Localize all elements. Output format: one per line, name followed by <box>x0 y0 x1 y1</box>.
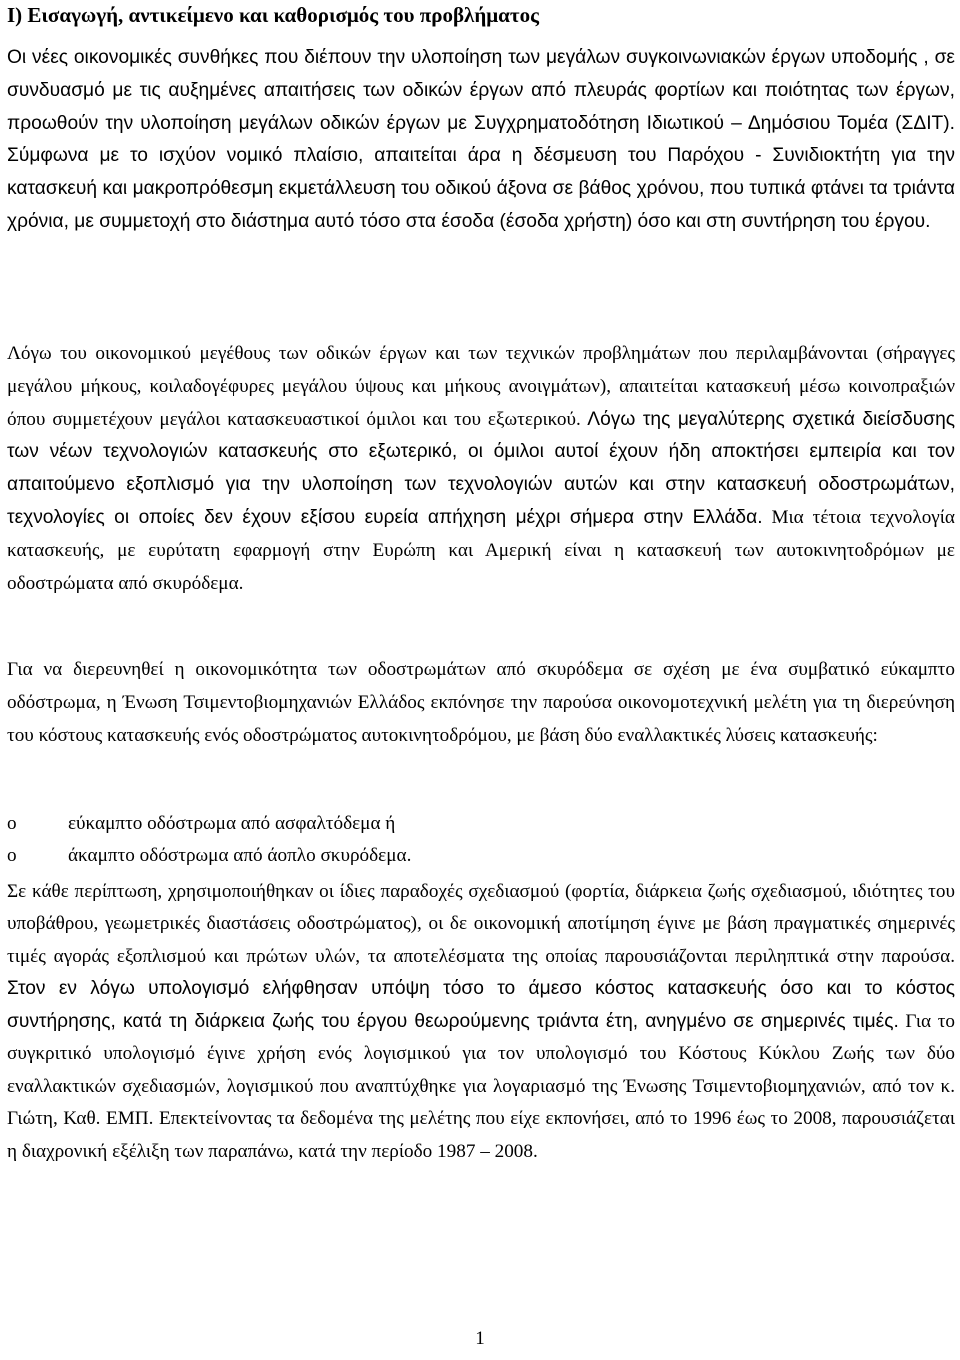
list-item <box>7 808 955 840</box>
paragraph-construction-text-a: Λόγω του οικονομικού μεγέθους των οδικών έργων και των τεχνικών προβλημάτων που περιλαμβάνονται (σήραγγες μεγάλου μήκους, κοιλαδογέφυρες μεγάλου ύψους και μήκους ανοιγμάτων), απαιτείται κατασκευή μέσω κοινοπραξιών όπου συμμετέχουν μεγάλοι κατασκευαστικοί όμιλοι και του εξωτερικού. <box>7 343 955 430</box>
paragraph-intro <box>7 42 955 239</box>
paragraph-study <box>7 654 955 752</box>
paragraph-assumptions-text-c: Για το συγκριτικό υπολογισμό έγινε χρήση ενός λογισμικού για τον υπολογισμό του Κόστους Κύκλου Ζωής των δύο εναλλακτικών σχεδιασμών, λογισμικού που αναπτύχθηκε για λογαριασμό της Ένωσης Τσιμεντοβιομηχανιών, από τον κ. Γιώτη, Καθ. ΕΜΠ. Επεκτείνοντας τα δεδομένα της μελέτης που είχε εκπονήσει, από το 1996 έως το 2008, παρουσιάζεται η διαχρονική εξέλιξη των παραπάνω, κατά την περίοδο 1987 – 2008. <box>7 1010 955 1162</box>
paragraph-study-text: Για να διερευνηθεί η οικονομικότητα των οδοστρωμάτων από σκυρόδεμα σε σχέση με ένα συμβατικό εύκαμπτο οδόστρωμα, η Ένωση Τσιμεντοβιομηχανιών Ελλάδος εκπόνησε την παρούσα οικονομοτεχνική μελέτη για τη διερεύνηση του κόστους κατασκευής ενός οδοστρώματος αυτοκινητοδρόμου, με βάση δύο εναλλακτικές λύσεις κατασκευής: <box>7 659 955 746</box>
paragraph-assumptions-text-a: Σε κάθε περίπτωση, χρησιμοποιήθηκαν οι ίδιες παραδοχές σχεδιασμού (φορτία, διάρκεια ζωής σχεδιασμού, ιδιότητες του υποβάθρου, γεωμετρικές διαστάσεις οδοστρώματος), οι δε οικονομική αποτίμηση έγινε με βάση πραγματικές σημερινές τιμές αγοράς εξοπλισμού και πρώτων υλών, τα αποτελέσματα της οποίας παρουσιάζονται περιληπτικά στην παρούσα. <box>7 881 955 967</box>
paragraph-construction <box>7 338 955 600</box>
alternatives-list <box>7 808 955 871</box>
paragraph-intro-text: Οι νέες οικονομικές συνθήκες που διέπουν την υλοποίηση των μεγάλων συγκοινωνιακών έργων υποδομής , σε συνδυασμό με τις αυξημένες απαιτήσεις των οδικών έργων από πλευράς φορτίων και ποιότητας των έργων, προωθούν την υλοποίηση μεγάλων οδικών έργων με Συγχρηματοδότηση Ιδιωτικού – Δημόσιου Τομέα (ΣΔΙΤ). Σύμφωνα με το ισχύον νομικό πλαίσιο, απαιτείται άρα η δέσμευση του Παρόχου - Συνιδιοκτήτη για την κατασκευή και μακροπρόθεσμη εκμετάλλευση του οδικού άξονα σε βάθος χρόνου, που τυπικά φτάνει τα τριάντα χρόνια, με συμμετοχή στο διάστημα αυτό τόσο στα έσοδα (έσοδα χρήστη) όσο και στη συντήρηση του έργου. <box>7 47 955 232</box>
bullet-circle-icon: o <box>7 813 17 834</box>
paragraph-construction-text-c: Μια τέτοια τεχνολογία κατασκευής, με ευρύτατη εφαρμογή στην Ευρώπη και Αμερική είναι η κατασκευή των αυτοκινητοδρόμων με οδοστρώματα από σκυρόδεμα. <box>7 506 955 594</box>
list-item <box>7 840 955 872</box>
list-item-text: εύκαμπτο οδόστρωμα από ασφαλτόδεμα ή <box>68 813 396 834</box>
section-heading: Ι) Εισαγωγή, αντικείμενο και καθορισμός του προβλήματος <box>7 3 539 27</box>
list-item-text: άκαμπτο οδόστρωμα από άοπλο σκυρόδεμα. <box>68 844 412 866</box>
page-number: 1 <box>475 1328 485 1349</box>
paragraph-assumptions <box>7 876 955 1168</box>
paragraph-assumptions-text-b: Στον εν λόγω υπολογισμό ελήφθησαν υπόψη τόσο το άμεσο κόστος κατασκευής όσο και το κόστος συντήρησης, κατά τη διάρκεια ζωής του έργου θεωρούμενης τριάντα έτη, ανηγμένο σε σημερινές τιμές. <box>7 978 955 1032</box>
paragraph-construction-text-b: Λόγω της μεγαλύτερης σχετικά διείσδυσης των νέων τεχνολογιών κατασκευής στο εξωτερικό, οι όμιλοι αυτοί έχουν ήδη αποκτήσει εμπειρία και τον απαιτούμενο εξοπλισμό για την υλοποίηση των τεχνολογιών αυτών και στην κατασκευή οδοστρωμάτων, τεχνολογίες οι οποίες δεν έχουν εξίσου ευρεία απήχηση μέχρι σήμερα στην Ελλάδα. <box>7 408 955 528</box>
bullet-circle-icon: o <box>7 844 17 866</box>
